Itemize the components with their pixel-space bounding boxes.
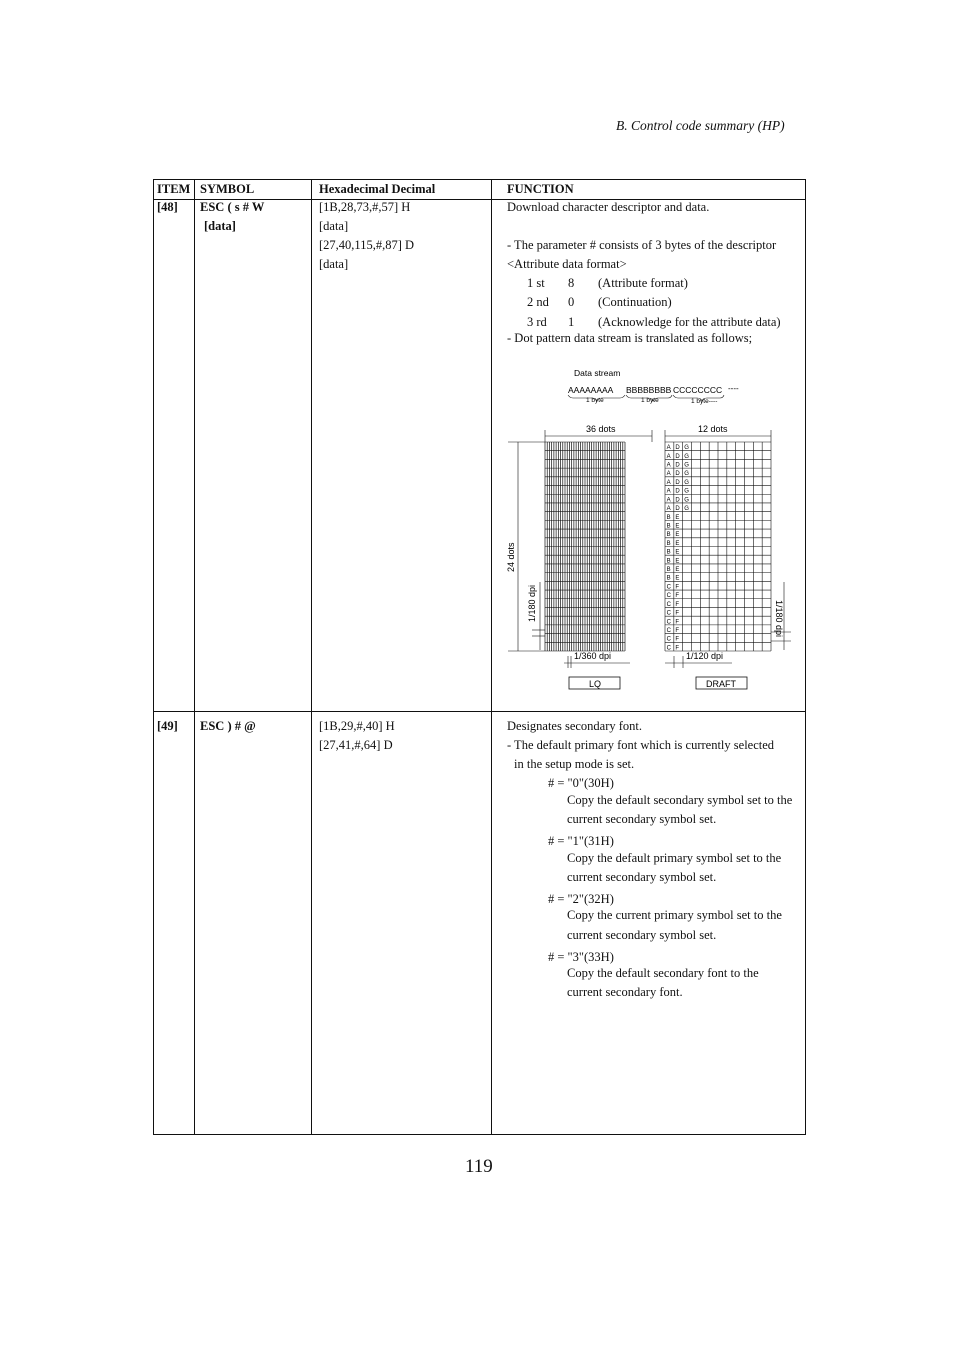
lq-caption: LQ xyxy=(589,679,602,689)
option-2-key: # = "2"(32H) xyxy=(548,892,614,906)
dot-byte-letter: F xyxy=(675,645,680,652)
row-49-item: [49] xyxy=(157,719,178,733)
option-0-line-1: Copy the default secondary symbol set to the xyxy=(567,793,793,807)
dot-byte-letter: A xyxy=(666,497,671,504)
dot-byte-letter: C xyxy=(666,610,671,617)
lq-width-label: 36 dots xyxy=(586,424,616,434)
row-49-decimal: [27,41,#,64] D xyxy=(319,738,393,752)
dot-byte-letter: E xyxy=(675,523,680,530)
dot-byte-letter: B xyxy=(666,575,671,582)
dot-byte-letter: C xyxy=(666,593,671,600)
row-48-hex-data: [data] xyxy=(319,219,349,233)
row-48-param-note: - The parameter # consists of 3 bytes of the descriptor xyxy=(507,238,777,252)
option-2-line-1: Copy the current primary symbol set to the xyxy=(567,908,782,922)
stream-c: CCCCCCCC xyxy=(673,385,723,395)
column-header-item: ITEM xyxy=(157,182,191,196)
column-header-function: FUNCTION xyxy=(507,182,574,196)
dot-byte-letter: G xyxy=(684,497,689,504)
row-48-function-intro: Download character descriptor and data. xyxy=(507,200,710,214)
dot-byte-letter: F xyxy=(675,619,680,626)
dot-byte-letter: B xyxy=(666,558,671,565)
dot-byte-letter: G xyxy=(684,445,689,452)
stream-continuation: ---- xyxy=(728,384,739,393)
option-0-key: # = "0"(30H) xyxy=(548,776,614,790)
dot-byte-letter: E xyxy=(675,575,680,582)
byte-2-ord: 2 nd xyxy=(527,295,549,309)
dot-byte-letter: G xyxy=(684,479,689,486)
option-1-line-2: current secondary symbol set. xyxy=(567,870,717,884)
dot-byte-letter: B xyxy=(666,549,671,556)
dot-byte-letter: G xyxy=(684,471,689,478)
byte-1-desc: (Attribute format) xyxy=(598,276,688,290)
dot-byte-letter: F xyxy=(675,584,680,591)
dot-byte-letter: F xyxy=(675,601,680,608)
dot-byte-letter: F xyxy=(675,610,680,617)
row-49-hex: [1B,29,#,40] H xyxy=(319,719,395,733)
dot-byte-letter: B xyxy=(666,532,671,539)
byte-label-a: 1 byte xyxy=(586,397,604,404)
option-2-line-2: current secondary symbol set. xyxy=(567,928,717,942)
row-48-symbol-data: [data] xyxy=(204,219,236,233)
byte-label-b: 1 byte xyxy=(641,397,659,404)
option-3-key: # = "3"(33H) xyxy=(548,950,614,964)
dot-byte-letter: C xyxy=(666,601,671,608)
byte-2-desc: (Continuation) xyxy=(598,295,672,309)
column-divider xyxy=(194,179,195,1135)
dot-byte-letter: D xyxy=(675,471,680,478)
dot-byte-letter: F xyxy=(675,636,680,643)
dot-byte-letter: F xyxy=(675,593,680,600)
dot-byte-letter: A xyxy=(666,471,671,478)
column-divider xyxy=(311,179,312,1135)
byte-3-ord: 3 rd xyxy=(527,315,547,329)
dot-byte-letter: D xyxy=(675,506,680,513)
draft-width-label: 12 dots xyxy=(698,424,728,434)
dot-byte-letter: C xyxy=(666,619,671,626)
option-1-line-1: Copy the default primary symbol set to the xyxy=(567,851,782,865)
byte-label-c: 1 byte---- xyxy=(691,398,718,405)
draft-dot-grid xyxy=(665,442,771,651)
dot-byte-letter: B xyxy=(666,540,671,547)
dot-byte-letter: C xyxy=(666,627,671,634)
byte-2-value: 0 xyxy=(568,295,575,309)
dot-byte-letter: A xyxy=(666,462,671,469)
dot-byte-letter: B xyxy=(666,523,671,530)
dot-byte-letter: B xyxy=(666,567,671,574)
dot-byte-letter: G xyxy=(684,453,689,460)
dot-byte-letter: G xyxy=(684,488,689,495)
draft-vertical-resolution: 1/180 dpi xyxy=(774,600,784,638)
draft-caption: DRAFT xyxy=(706,679,736,689)
row-49-function-intro: Designates secondary font. xyxy=(507,719,643,733)
dot-byte-letter: G xyxy=(684,462,689,469)
dot-pattern-diagram xyxy=(500,360,800,700)
dot-byte-letter: C xyxy=(666,645,671,652)
lq-horizontal-resolution: 1/360 dpi xyxy=(574,651,612,661)
byte-3-value: 1 xyxy=(568,315,575,329)
dot-byte-letter: A xyxy=(666,445,671,452)
row-divider xyxy=(153,711,806,712)
dot-byte-letter: E xyxy=(675,532,680,539)
row-48-item: [48] xyxy=(157,200,178,214)
row-48-symbol: ESC ( s # W xyxy=(200,200,265,214)
option-0-line-2: current secondary symbol set. xyxy=(567,812,717,826)
dot-byte-letter: D xyxy=(675,445,680,452)
dot-byte-letter: A xyxy=(666,488,671,495)
draft-horizontal-resolution: 1/120 dpi xyxy=(686,651,724,661)
dot-byte-letter: E xyxy=(675,540,680,547)
option-3-line-2: current secondary font. xyxy=(567,985,683,999)
row-49-symbol: ESC ) # @ xyxy=(200,719,256,733)
dot-byte-letter: E xyxy=(675,514,680,521)
dot-byte-letter: D xyxy=(675,497,680,504)
option-3-line-1: Copy the default secondary font to the xyxy=(567,966,759,980)
dot-byte-letter: D xyxy=(675,453,680,460)
row-48-decimal-data: [data] xyxy=(319,257,349,271)
row-49-default-note-1: - The default primary font which is currently selected xyxy=(507,738,775,752)
row-48-attr-format: <Attribute data format> xyxy=(507,257,627,271)
dot-byte-letter: G xyxy=(684,506,689,513)
draft-byte-letters xyxy=(667,445,690,651)
dot-byte-letter: A xyxy=(666,479,671,486)
dot-byte-letter: C xyxy=(666,636,671,643)
dot-byte-letter: D xyxy=(675,462,680,469)
dot-byte-letter: C xyxy=(666,584,671,591)
dot-byte-letter: D xyxy=(675,488,680,495)
dot-byte-letter: E xyxy=(675,558,680,565)
byte-3-desc: (Acknowledge for the attribute data) xyxy=(598,315,781,329)
stream-a: AAAAAAAA xyxy=(568,385,614,395)
byte-1-ord: 1 st xyxy=(527,276,545,290)
row-48-decimal: [27,40,115,#,87] D xyxy=(319,238,415,252)
dot-byte-letter: A xyxy=(666,453,671,460)
column-header-symbol: SYMBOL xyxy=(200,182,255,196)
dot-byte-letter: E xyxy=(675,567,680,574)
height-label: 24 dots xyxy=(506,542,516,572)
dot-byte-letter: D xyxy=(675,479,680,486)
lq-vertical-resolution: 1/180 dpi xyxy=(527,584,537,622)
row-48-dot-note: - Dot pattern data stream is translated as follows; xyxy=(507,331,753,345)
row-48-hex: [1B,28,73,#,57] H xyxy=(319,200,411,214)
column-divider xyxy=(491,179,492,1135)
row-49-default-note-2: in the setup mode is set. xyxy=(514,757,635,771)
dot-byte-letter: B xyxy=(666,514,671,521)
dot-byte-letter: F xyxy=(675,627,680,634)
page-number: 119 xyxy=(465,1156,493,1177)
dot-byte-letter: E xyxy=(675,549,680,556)
byte-1-value: 8 xyxy=(568,276,575,290)
column-header-codes: Hexadecimal Decimal xyxy=(319,182,436,196)
stream-b: BBBBBBBB xyxy=(626,385,672,395)
running-header: B. Control code summary (HP) xyxy=(616,118,785,133)
lq-dot-grid xyxy=(545,442,625,651)
data-stream-title: Data stream xyxy=(574,368,621,378)
dot-byte-letter: A xyxy=(666,506,671,513)
option-1-key: # = "1"(31H) xyxy=(548,834,614,848)
